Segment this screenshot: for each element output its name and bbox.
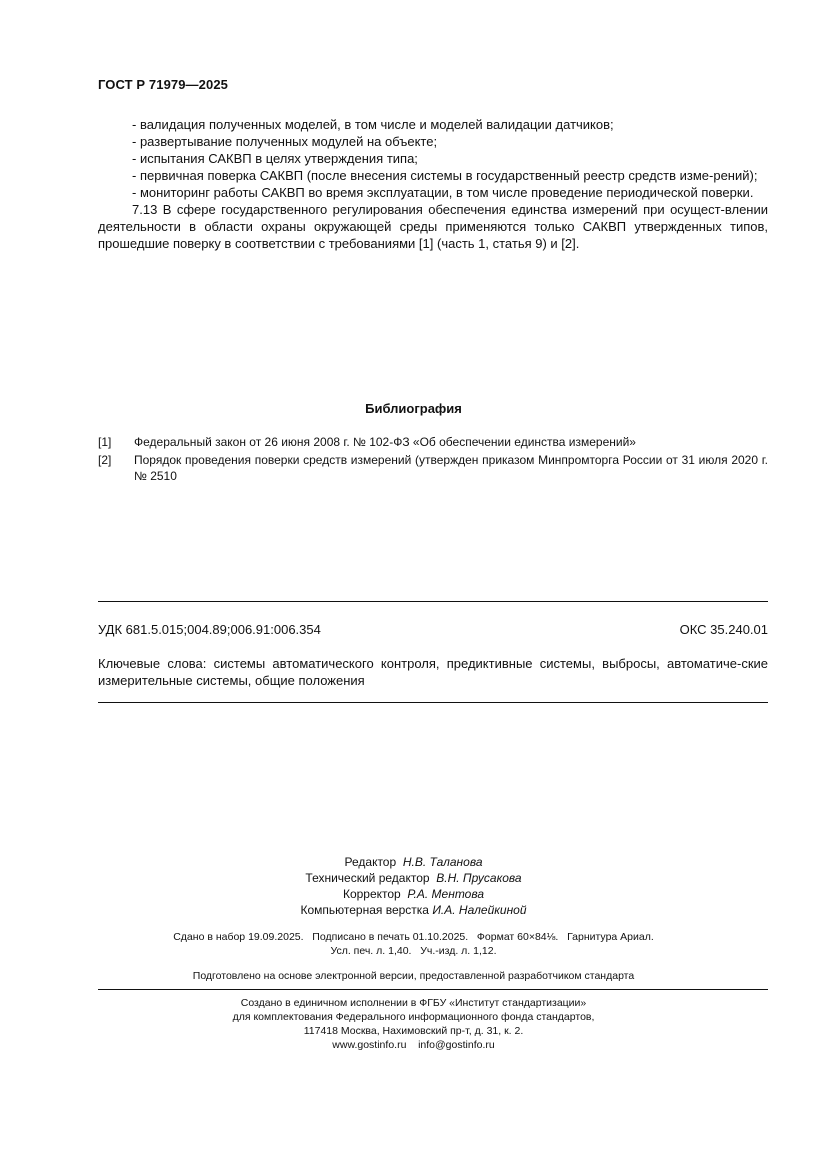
created-info-line-2: для комплектования Федерального информационного фонда стандартов,	[232, 1011, 595, 1023]
staff-line	[0, 870, 827, 886]
bibliography-list	[98, 434, 768, 486]
created-info	[0, 996, 827, 1052]
bibliography-title: Библиография	[365, 401, 462, 416]
staff-role: Компьютерная верстка	[300, 903, 429, 917]
staff-role: Технический редактор	[305, 871, 430, 885]
divider-bottom	[98, 989, 768, 990]
staff-line	[0, 854, 827, 870]
staff-line	[0, 902, 827, 918]
list-item: - мониторинг работы САКВП во время эксплуатации, в том числе проведение периодической поверки.	[132, 185, 754, 200]
staff-name: Р.А. Ментова	[407, 887, 485, 901]
classification-row	[98, 622, 768, 637]
staff-role: Корректор	[342, 887, 401, 901]
bibliography-entry-number: [2]	[98, 453, 112, 467]
main-text-block	[98, 116, 768, 252]
staff-name: Н.В. Таланова	[402, 855, 483, 869]
editorial-staff	[0, 854, 827, 918]
staff-role: Редактор	[344, 855, 397, 869]
document-header-code: ГОСТ Р 71979—2025	[98, 77, 228, 92]
list-item: - испытания САКВП в целях утверждения типа;	[132, 151, 418, 166]
bibliography-entry-text: Федеральный закон от 26 июня 2008 г. № 102-ФЗ «Об обеспечении единства измерений»	[134, 435, 636, 449]
print-info	[0, 930, 827, 958]
bibliography-entry	[98, 452, 768, 484]
oks-code: ОКС 35.240.01	[679, 622, 768, 637]
print-info-line-2: Усл. печ. л. 1,40. Уч.-изд. л. 1,12.	[330, 945, 497, 957]
clause-7-13: 7.13 В сфере государственного регулирования обеспечения единства измерений при осущест-влении деятельности в области охраны окружающей среды применяются только САКВП утвержденных типов, прошедшие поверку в соответствии с требованиями [1] (часть 1, статья 9) и [2].	[98, 202, 768, 251]
staff-name: И.А. Налейкиной	[432, 903, 527, 917]
print-info-line-1: Сдано в набор 19.09.2025. Подписано в печать 01.10.2025. Формат 60×84⅛. Гарнитура Ариал.	[173, 931, 654, 943]
keywords: Ключевые слова: системы автоматического контроля, предиктивные системы, выбросы, автоматиче-ские измерительные системы, общие положения	[98, 656, 768, 688]
udk-code: УДК 681.5.015;004.89;006.91:006.354	[98, 622, 321, 637]
created-info-line-1: Создано в единичном исполнении в ФГБУ «Институт стандартизации»	[240, 997, 587, 1009]
list-item: - первичная поверка САКВП (после внесения системы в государственный реестр средств изме-рений);	[132, 168, 758, 183]
bibliography-entry-text: Порядок проведения поверки средств измерений (утвержден приказом Минпромторга России от 31 июля 2020 г. № 2510	[134, 453, 768, 483]
list-item: - развертывание полученных модулей на объекте;	[132, 134, 438, 149]
bibliography-entry	[98, 434, 768, 450]
staff-line	[0, 886, 827, 902]
created-info-line-4: www.gostinfo.ru info@gostinfo.ru	[332, 1039, 495, 1051]
list-item: - валидация полученных моделей, в том числе и моделей валидации датчиков;	[132, 117, 614, 132]
divider-top	[98, 601, 768, 602]
created-info-line-3: 117418 Москва, Нахимовский пр-т, д. 31, к. 2.	[303, 1025, 524, 1037]
divider-keywords	[98, 702, 768, 703]
prepared-note: Подготовлено на основе электронной версии, предоставленной разработчиком стандарта	[192, 970, 635, 982]
staff-name: В.Н. Прусакова	[436, 871, 522, 885]
bibliography-entry-number: [1]	[98, 435, 112, 449]
